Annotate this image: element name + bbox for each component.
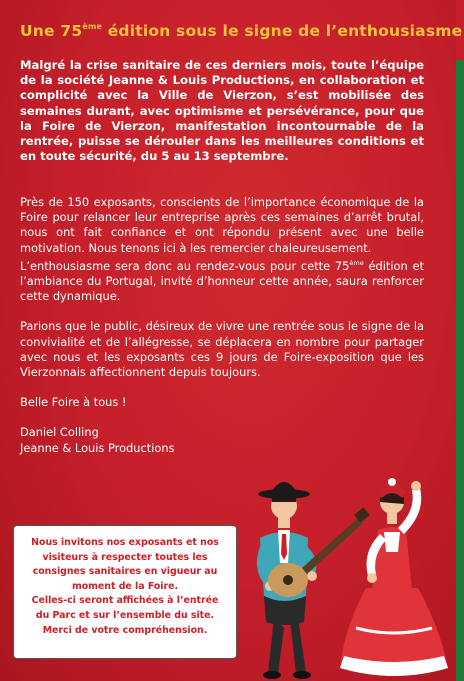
title-superscript: ème	[82, 22, 103, 31]
portuguese-dancers-illustration	[244, 468, 456, 681]
paragraph-enthusiasm: L’enthousiasme sera donc au rendez-vous pour cette 75ème édition et l’ambiance du Portugal, invité d’honneur cette année, saura renforcer cette dynamique.	[20, 258, 424, 304]
dancer-figure	[340, 478, 448, 676]
green-stripe	[456, 60, 464, 681]
signature-name: Daniel Colling	[20, 425, 99, 440]
sanitary-notice-box: Nous invitons nos exposants et nos visiteurs à respecter toutes les consignes sanitaires en vigueur au moment de la Foire. Celles-ci seront affichées à l’entrée du Parc et sur l’ensemble du site. Merci de votre compréhension.	[13, 525, 237, 659]
paragraph-greeting: Belle Foire à tous !	[20, 395, 127, 410]
intro-paragraph: Malgré la crise sanitaire de ces derniers mois, toute l’équipe de la société Jeanne & Louis Productions, en collaboration et complicité avec la Ville de Vierzon, s’est mobilisée des semaines durant, avec optimisme et persévérance, pour que la Foire de Vierzon, manifestation incontournable de la rentrée, puisse se dérouler dans les meilleures conditions et en toute sécurité, du 5 au 13 septembre.	[20, 58, 424, 164]
signature-company: Jeanne & Louis Productions	[20, 440, 175, 455]
paragraph-exhibitors: Près de 150 exposants, conscients de l’importance économique de la Foire pour relancer leur entreprise après ces semaines d’arrêt brutal, nous ont fait confiance et ont répondu présent avec une belle motivation. Nous tenons ici à les remercier chaleureusement.	[20, 195, 424, 255]
body-text	[20, 195, 424, 456]
page-title: Une 75ème édition sous le signe de l’enthousiasme	[20, 22, 463, 40]
paragraph-public: Parions que le public, désireux de vivre une rentrée sous le signe de la convivialité et de l’allégresse, se déplacera en nombre pour partager avec nous et les exposants ces 9 jours de Foire-exposition que les Vierzonnais affectionnent depuis toujours.	[20, 319, 424, 380]
